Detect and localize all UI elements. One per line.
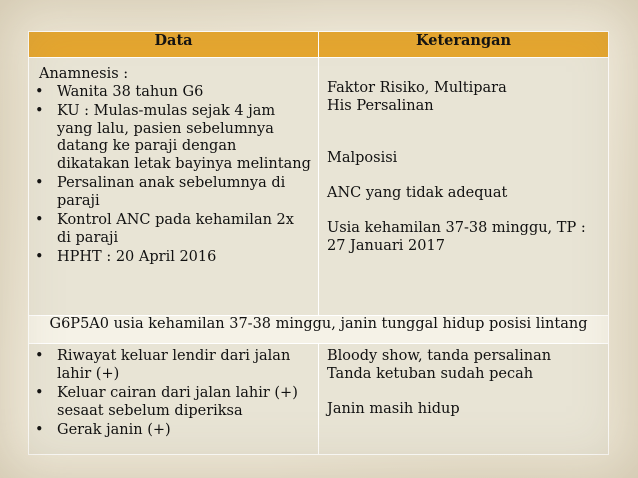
table-row [29, 344, 609, 455]
bullet-icon: • [35, 175, 44, 191]
history-notes-cell [319, 344, 609, 455]
list-item: • Wanita 38 tahun G6 [35, 83, 204, 100]
note-line: Malposisi [327, 150, 398, 166]
list-item: • Persalinan anak sebelumnya di paraji [35, 175, 286, 209]
list-item: • HPHT : 20 April 2016 [35, 249, 217, 265]
table-row [29, 58, 609, 316]
keterangan-cell [319, 58, 609, 316]
bullet-icon: • [35, 385, 44, 401]
list-item: • Gerak janin (+) [35, 422, 171, 438]
anamnesis-list [33, 84, 312, 267]
anamnesis-label: Anamnesis : [39, 66, 129, 82]
note-line: Janin masih hidup [327, 400, 460, 417]
bullet-icon: • [35, 422, 44, 438]
bullet-icon: • [35, 249, 44, 265]
table-header-row [29, 32, 609, 58]
history-list [33, 348, 312, 440]
header-data: Data [29, 32, 319, 58]
history-cell [29, 344, 319, 455]
summary-row [29, 316, 609, 344]
note-line: Usia kehamilan 37-38 minggu, TP : 27 Januari 2017 [327, 220, 586, 254]
bullet-icon: • [35, 348, 44, 364]
note-line: ANC yang tidak adequat [327, 185, 508, 201]
note-line: His Persalinan [327, 97, 434, 114]
summary-text: G6P5A0 usia kehamilan 37-38 minggu, janin tunggal hidup posisi lintang [29, 316, 609, 344]
list-item: • Keluar cairan dari jalan lahir (+) sesaat sebelum diperiksa [35, 385, 298, 419]
header-keterangan: Keterangan [319, 32, 609, 58]
bullet-icon: • [35, 103, 44, 119]
data-table [28, 31, 609, 455]
note-line: Bloody show, tanda persalinan [327, 348, 552, 364]
list-item: • KU : Mulas-mulas sejak 4 jam yang lalu, pasien sebelumnya datang ke paraji dengan dikatakan letak bayinya melintang [35, 103, 311, 172]
note-line: Faktor Risiko, Multipara [327, 80, 507, 96]
note-line: Tanda ketuban sudah pecah [327, 365, 534, 382]
bullet-icon: • [35, 212, 44, 228]
anamnesis-cell [29, 58, 319, 316]
list-item: • Kontrol ANC pada kehamilan 2x di paraji [35, 212, 294, 246]
list-item: • Riwayat keluar lendir dari jalan lahir (+) [35, 348, 291, 382]
bullet-icon: • [35, 83, 44, 100]
